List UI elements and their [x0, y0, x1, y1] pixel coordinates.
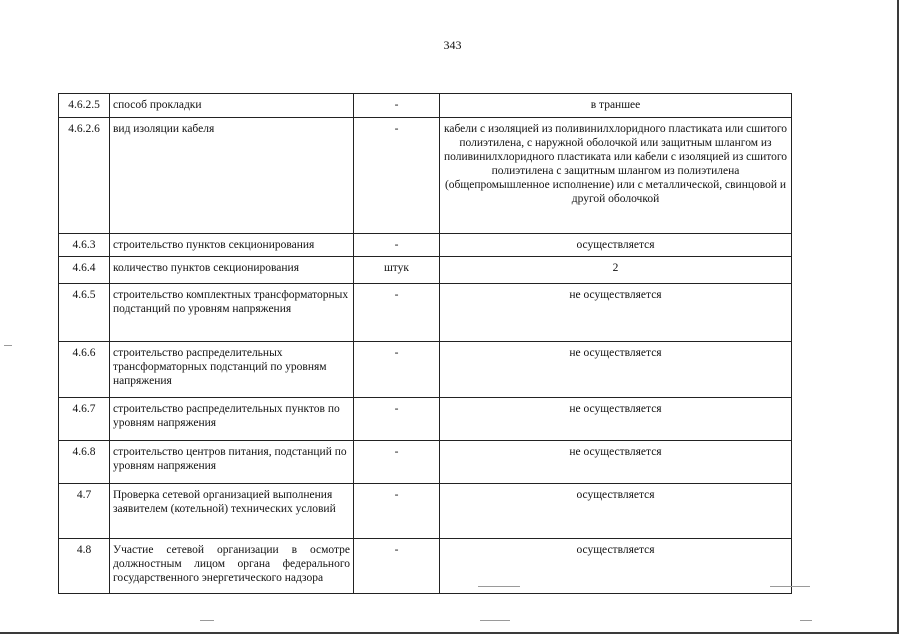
row-value: не осуществляется: [440, 284, 792, 342]
scan-artifact: [4, 345, 12, 346]
row-value: не осуществляется: [440, 342, 792, 398]
row-number: 4.6.5: [59, 284, 110, 342]
row-unit: -: [354, 398, 440, 441]
scan-artifact: [200, 620, 214, 621]
row-number: 4.8: [59, 539, 110, 594]
scan-artifact: [480, 620, 510, 621]
row-number: 4.6.7: [59, 398, 110, 441]
table-row: [59, 539, 792, 594]
row-unit: -: [354, 441, 440, 484]
row-name: строительство комплектных трансформаторных подстанций по уровням напряжения: [110, 284, 354, 342]
row-unit: -: [354, 342, 440, 398]
row-value: осуществляется: [440, 484, 792, 539]
table-row: [59, 118, 792, 234]
table-row: [59, 398, 792, 441]
row-value: 2: [440, 257, 792, 284]
row-unit: -: [354, 118, 440, 234]
row-name: строительство пунктов секционирования: [110, 234, 354, 257]
row-value: осуществляется: [440, 234, 792, 257]
row-name: способ прокладки: [110, 94, 354, 118]
document-table: [58, 93, 792, 594]
table-row: [59, 342, 792, 398]
table-row: [59, 234, 792, 257]
row-number: 4.6.6: [59, 342, 110, 398]
page-number: 343: [443, 38, 462, 52]
row-name: Проверка сетевой организацией выполнения заявителем (котельной) технических условий: [110, 484, 354, 539]
row-value: в траншее: [440, 94, 792, 118]
row-name: строительство распределительных трансформаторных подстанций по уровням напряжения: [110, 342, 354, 398]
row-value: не осуществляется: [440, 441, 792, 484]
row-name: Участие сетевой организации в осмотре должностным лицом органа федерального государственного энергетического надзора: [110, 539, 354, 594]
row-unit: -: [354, 284, 440, 342]
scan-artifact: [770, 586, 810, 587]
row-name: количество пунктов секционирования: [110, 257, 354, 284]
scan-artifact: [478, 586, 520, 587]
row-value: осуществляется: [440, 539, 792, 594]
row-name: строительство распределительных пунктов по уровням напряжения: [110, 398, 354, 441]
row-unit: -: [354, 484, 440, 539]
row-number: 4.6.2.6: [59, 118, 110, 234]
scan-artifact: [800, 620, 812, 621]
table-row: [59, 257, 792, 284]
row-name: вид изоляции кабеля: [110, 118, 354, 234]
row-value: не осуществляется: [440, 398, 792, 441]
row-unit: -: [354, 94, 440, 118]
table-row: [59, 94, 792, 118]
table-row: [59, 284, 792, 342]
row-unit: штук: [354, 257, 440, 284]
table-row: [59, 484, 792, 539]
row-number: 4.6.3: [59, 234, 110, 257]
row-unit: -: [354, 234, 440, 257]
row-number: 4.6.8: [59, 441, 110, 484]
row-number: 4.6.4: [59, 257, 110, 284]
row-number: 4.7: [59, 484, 110, 539]
row-name: строительство центров питания, подстанций по уровням напряжения: [110, 441, 354, 484]
row-number: 4.6.2.5: [59, 94, 110, 118]
row-unit: -: [354, 539, 440, 594]
row-value: кабели с изоляцией из поливинилхлоридного пластиката или сшитого полиэтилена, с наружной оболочкой или защитным шлангом из поливинилхлоридного пластиката или кабели с изоляцией из сшитого полиэтилена с защитным шлангом из полиэтилена (общепромышленное исполнение) или с металлической, свинцовой и другой оболочкой: [440, 118, 792, 234]
table-row: [59, 441, 792, 484]
